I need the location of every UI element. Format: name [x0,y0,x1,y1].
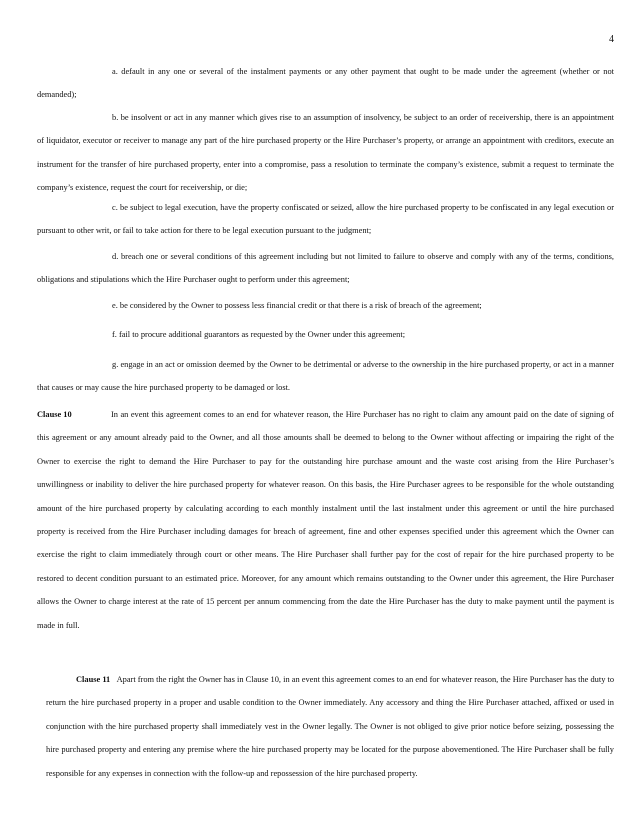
item-e-text: e. be considered by the Owner to possess less financial credit or that there is a risk of breach of the agreement; [112,301,482,310]
item-g-text: g. engage in an act or omission deemed by the Owner to be detrimental or adverse to the ownership in the hire purchased property, or act in a manner that causes or may cause the hire purchased property to be damaged or lost. [37,360,614,393]
item-e [37,294,614,317]
clause-10 [37,403,614,637]
item-d-text: d. breach one or several conditions of this agreement including but not limited to failure to observe and comply with any of the terms, conditions, obligations and stipulations which the Hire Purchaser ought to perform under this agreement; [37,252,614,285]
page-number: 4 [609,34,614,45]
clause-11-label: Clause 11 [76,675,111,684]
item-a [37,60,614,107]
clause-11-text: Apart from the right the Owner has in Clause 10, in an event this agreement comes to an end for whatever reason, the Hire Purchaser has the duty to return the hire purchased property in a proper and usable condition to the Owner immediately. Any accessory and thing the Hire Purchaser attached, affixed or used in conjunction with the hire purchased property shall immediately vest in the Owner legally. The Owner is not obliged to give prior notice before seizing, possessing the hire purchased property and entering any premise where the hire purchased property may be located for the purpose abovementioned. The Hire Purchaser shall be fully responsible for any expenses in connection with the follow-up and repossession of the hire purchased property. [46,675,615,778]
item-c [37,196,614,243]
item-f [37,323,614,346]
clause-10-label: Clause 10 [37,410,72,419]
item-b [37,106,614,200]
item-c-text: c. be subject to legal execution, have the property confiscated or seized, allow the hire purchased property to be confiscated in any legal execution or pursuant to other writ, or fail to take action for there to be legal execution pursuant to the judgment; [37,203,614,236]
item-a-text: a. default in any one or several of the instalment payments or any other payment that ought to be made under the agreement (whether or not demanded); [37,67,614,100]
item-b-text: b. be insolvent or act in any manner which gives rise to an assumption of insolvency, be subject to an order of receivership, there is an appointment of liquidator, executor or receiver to manage any part of the hire purchased property or the Hire Purchaser’s property, or arrange an appointment with creditors, execute an instrument for the transfer of hire purchased property, enter into a compromise, pass a resolution to terminate the company’s existence, submit a request to terminate the company’s existence, request the court for receivership, or die; [37,113,614,193]
item-f-text: f. fail to procure additional guarantors as requested by the Owner under this agreement; [112,330,406,339]
item-d [37,245,614,292]
clause-11 [46,668,614,785]
clause-10-text: In an event this agreement comes to an end for whatever reason, the Hire Purchaser has no right to claim any amount paid on the date of signing of this agreement or any amount already paid to the Owner, and all those amounts shall be deemed to belong to the Owner without affecting or impairing the right of the Owner to exercise the right to demand the Hire Purchaser to pay for the outstanding hire purchase amount and the waste cost arising from the Hire Purchaser’s unwillingness or inability to deliver the hire purchased property for whatever reason. On this basis, the Hire Purchaser agrees to be responsible for the whole outstanding amount of the hire purchased property by calculating according to each monthly instalment until the last instalment under this agreement or until the hire purchased property is received from the Hire Purchaser including damages for breach of agreement, fine and other expenses specified under this agreement which the Owner can exercise the right to claim immediately through court or other means. The Hire Purchaser shall further pay for the cost of repair for the hire purchased property to be restored to decent condition pursuant to an estimated price. Moreover, for any amount which remains outstanding to the Owner under this agreement, the Hire Purchaser allows the Owner to charge interest at the rate of 15 percent per annum commencing from the date the Hire Purchaser has the duty to make payment until the payment is made in full. [37,410,614,630]
item-g [37,353,614,400]
